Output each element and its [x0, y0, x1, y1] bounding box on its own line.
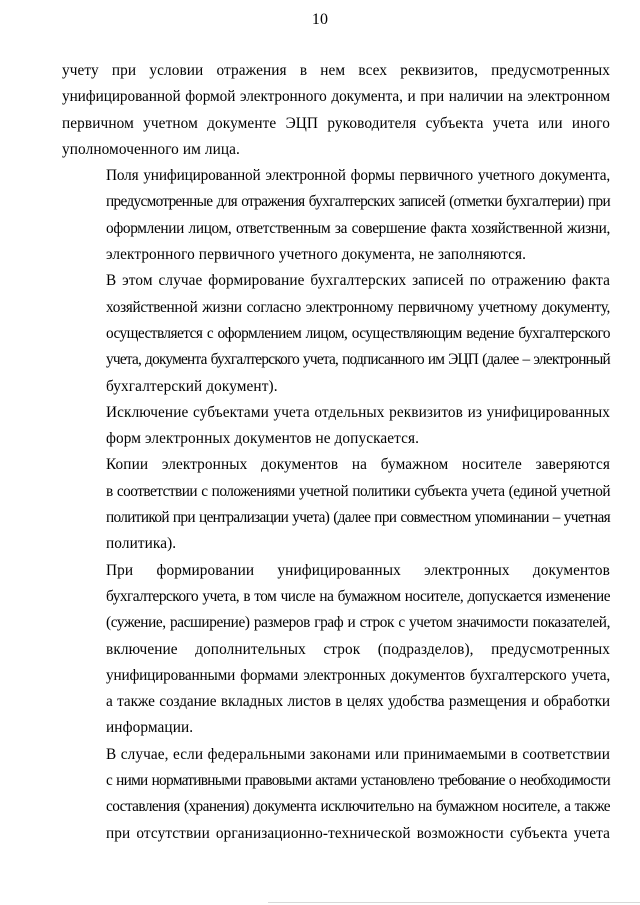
paragraph: [62, 452, 610, 557]
paragraph: [62, 58, 610, 163]
paragraph: [62, 400, 610, 453]
text-line: составления (хранения) документа исключительно на бумажном носителе, а также: [106, 798, 610, 816]
text-line: При формировании унифицированных электронных документов: [106, 561, 610, 579]
text-line: унифицированной формой электронного документа, и при наличии на электронном: [62, 88, 610, 106]
text-line: осуществляется с оформлением лицом, осуществляющим ведение бухгалтерского: [106, 324, 610, 342]
text-line: Поля унифицированной электронной формы первичного учетного документа,: [106, 167, 610, 185]
text-line: бухгалтерского учета, в том числе на бумажном носителе, допускается изменение: [106, 587, 610, 605]
text-line: уполномоченного им лица.: [62, 140, 240, 158]
text-line: хозяйственной жизни согласно электронному первичному учетному документу,: [106, 298, 610, 316]
text-line: Копии электронных документов на бумажном носителе заверяются: [106, 456, 610, 474]
text-line: (сужение, расширение) размеров граф и строк с учетом значимости показателей,: [106, 614, 610, 632]
text-line: В случае, если федеральными законами или принимаемыми в соответствии: [106, 745, 610, 763]
paragraph: [62, 742, 610, 847]
text-line: учета, документа бухгалтерского учета, подписанного им ЭЦП (далее – электронный: [106, 351, 610, 369]
text-line: при отсутствии организационно-технической возможности субъекта учета: [106, 824, 610, 842]
text-line: Исключение субъектами учета отдельных реквизитов из унифицированных: [106, 403, 610, 421]
text-line: электронного первичного учетного документа, не заполняются.: [106, 246, 527, 264]
text-line: информации.: [106, 719, 194, 737]
page-number: 10: [311, 11, 329, 28]
scan-edge-line: [268, 902, 640, 903]
text-line: предусмотренные для отражения бухгалтерских записей (отметки бухгалтерии) при: [106, 193, 610, 211]
paragraph: [62, 558, 610, 742]
paragraph: [62, 163, 610, 268]
text-line: с ними нормативными правовыми актами установлено требование о необходимости: [106, 772, 610, 790]
text-line: бухгалтерский документ).: [106, 377, 278, 395]
text-line: учету при условии отражения в нем всех реквизитов, предусмотренных: [62, 62, 610, 79]
text-line: форм электронных документов не допускается.: [106, 430, 420, 448]
text-line: унифицированными формами электронных документов бухгалтерского учета,: [106, 666, 610, 684]
text-line: В этом случае формирование бухгалтерских записей по отражению факта: [106, 272, 610, 290]
text-line: в соответствии с положениями учетной политики субъекта учета (единой учетной: [106, 482, 610, 500]
text-line: оформлении лицом, ответственным за совершение факта хозяйственной жизни,: [106, 219, 610, 237]
text-line: политика).: [106, 535, 177, 553]
paragraph: [62, 268, 610, 399]
text-line: включение дополнительных строк (подразделов), предусмотренных: [106, 640, 610, 658]
document-body: [62, 58, 610, 847]
text-line: а также создание вкладных листов в целях удобства размещения и обработки: [106, 693, 610, 711]
text-line: первичном учетном документе ЭЦП руководителя субъекта учета или иного: [62, 114, 610, 132]
text-line: политикой при централизации учета) (далее при совместном упоминании – учетная: [106, 509, 610, 527]
